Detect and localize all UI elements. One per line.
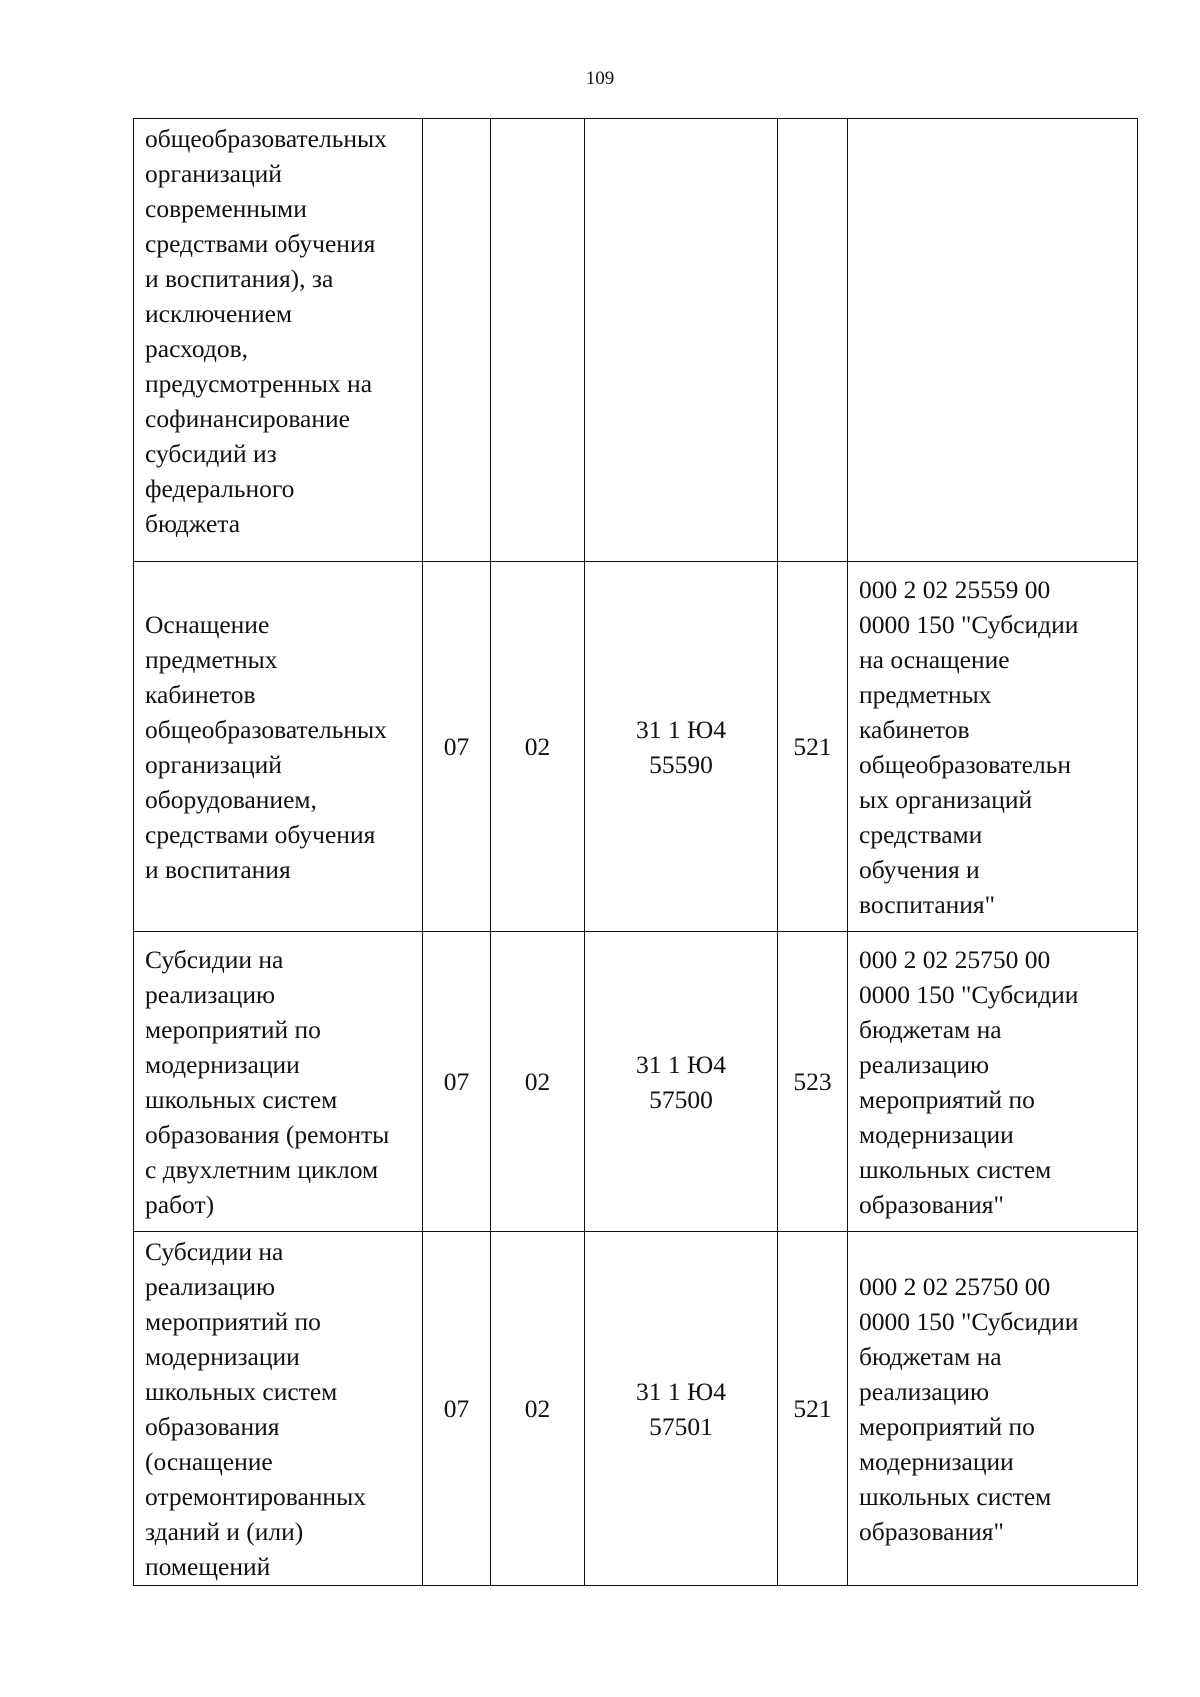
revenue-code-note-cell-line: 0000 150 "Субсидии bbox=[859, 609, 1079, 639]
expense-name-cell-line: мероприятий по bbox=[145, 1306, 321, 1336]
revenue-code-note-cell-line: мероприятий по bbox=[859, 1084, 1035, 1114]
expense-name-cell-line: предусмотренных на bbox=[145, 369, 373, 398]
section-code-cell: 07 bbox=[423, 562, 491, 932]
expense-name-cell-line: кабинетов bbox=[145, 679, 256, 709]
revenue-code-note-cell-line: школьных систем bbox=[859, 1154, 1052, 1184]
expense-name-cell-line: образования bbox=[145, 1411, 280, 1441]
expense-name-cell-line: современными bbox=[145, 194, 307, 223]
expense-name-cell-line: работ) bbox=[145, 1189, 215, 1219]
expense-type-cell: 523 bbox=[778, 932, 848, 1232]
revenue-code-note-cell-line: реализацию bbox=[859, 1376, 990, 1406]
revenue-code-note-cell-line: предметных bbox=[859, 679, 992, 709]
expense-name-cell-line: предметных bbox=[145, 644, 278, 674]
expense-name-cell-line: (оснащение bbox=[145, 1446, 273, 1476]
table-row bbox=[134, 1232, 1138, 1586]
table-body bbox=[134, 119, 1138, 1586]
expense-name-cell-line: софинансирование bbox=[145, 404, 350, 433]
target-article-cell-line: 57500 bbox=[649, 1084, 713, 1114]
expense-name-cell bbox=[134, 119, 423, 562]
expense-name-cell-line: школьных систем bbox=[145, 1084, 338, 1114]
expense-name-cell-line: реализацию bbox=[145, 979, 276, 1009]
revenue-code-note-cell-line: бюджетам на bbox=[859, 1014, 1002, 1044]
expense-name-cell-line: школьных систем bbox=[145, 1376, 338, 1406]
expense-type-cell: 521 bbox=[778, 1232, 848, 1586]
revenue-code-note-cell bbox=[848, 932, 1138, 1232]
revenue-code-note-cell-line: образования" bbox=[859, 1516, 1004, 1546]
expense-type-cell: 521 bbox=[778, 562, 848, 932]
revenue-code-note-cell-line: 0000 150 "Субсидии bbox=[859, 979, 1079, 1009]
table-row bbox=[134, 562, 1138, 932]
expense-name-cell-line: исключением bbox=[145, 299, 293, 328]
revenue-code-note-cell-line: образования" bbox=[859, 1189, 1004, 1219]
table-row bbox=[134, 932, 1138, 1232]
target-article-cell-line: 55590 bbox=[649, 749, 713, 779]
target-article-cell-line: 31 1 Ю4 bbox=[636, 1376, 726, 1406]
revenue-code-note-cell-line: 000 2 02 25750 00 bbox=[859, 1271, 1051, 1301]
expense-name-cell-line: средствами обучения bbox=[145, 819, 376, 849]
revenue-code-note-cell bbox=[848, 119, 1138, 562]
target-article-cell-line: 31 1 Ю4 bbox=[636, 1049, 726, 1079]
expense-name-cell-line: организаций bbox=[145, 749, 282, 779]
revenue-code-note-cell-line: на оснащение bbox=[859, 644, 1010, 674]
expense-name-cell bbox=[134, 932, 423, 1232]
expense-name-cell-line: отремонтированных bbox=[145, 1481, 366, 1511]
revenue-code-note-cell-line: обучения и bbox=[859, 854, 980, 884]
expense-name-cell-line: субсидий из bbox=[145, 439, 277, 468]
budget-classification-table bbox=[133, 118, 1138, 1586]
target-article-cell bbox=[585, 119, 778, 562]
expense-name-cell-line: общеобразовательных bbox=[145, 124, 387, 153]
revenue-code-note-cell-line: кабинетов bbox=[859, 714, 970, 744]
target-article-cell-line: 57501 bbox=[649, 1411, 713, 1441]
expense-name-cell-line: и воспитания), за bbox=[145, 264, 334, 293]
expense-name-cell-line: с двухлетним циклом bbox=[145, 1154, 379, 1184]
expense-name-cell-line: и воспитания bbox=[145, 854, 291, 884]
expense-name-cell-line: общеобразовательных bbox=[145, 714, 387, 744]
revenue-code-note-cell-line: школьных систем bbox=[859, 1481, 1052, 1511]
expense-name-cell-line: организаций bbox=[145, 159, 282, 188]
expense-name-cell-line: Субсидии на bbox=[145, 944, 284, 974]
revenue-code-note-cell-line: бюджетам на bbox=[859, 1341, 1002, 1371]
expense-name-cell-line: бюджета bbox=[145, 509, 241, 538]
revenue-code-note-cell-line: ых организаций bbox=[859, 784, 1033, 814]
section-code-cell bbox=[423, 119, 491, 562]
expense-name-cell bbox=[134, 1232, 423, 1586]
section-code-cell: 07 bbox=[423, 932, 491, 1232]
expense-name-cell-line: федерального bbox=[145, 474, 295, 503]
expense-name-cell-line: зданий и (или) bbox=[145, 1516, 304, 1546]
target-article-cell bbox=[585, 932, 778, 1232]
subsection-code-cell: 02 bbox=[491, 562, 585, 932]
expense-name-cell bbox=[134, 562, 423, 932]
expense-name-cell-line: мероприятий по bbox=[145, 1014, 321, 1044]
subsection-code-cell: 02 bbox=[491, 932, 585, 1232]
revenue-code-note-cell-line: реализацию bbox=[859, 1049, 990, 1079]
expense-name-cell-line: модернизации bbox=[145, 1341, 300, 1371]
expense-name-cell-line: Оснащение bbox=[145, 609, 270, 639]
revenue-code-note-cell-line: мероприятий по bbox=[859, 1411, 1035, 1441]
expense-name-cell-line: оборудованием, bbox=[145, 784, 317, 814]
revenue-code-note-cell-line: воспитания" bbox=[859, 889, 996, 919]
expense-name-cell-line: расходов, bbox=[145, 334, 248, 363]
target-article-cell-line: 31 1 Ю4 bbox=[636, 714, 726, 744]
expense-name-cell-line: Субсидии на bbox=[145, 1236, 284, 1266]
revenue-code-note-cell bbox=[848, 562, 1138, 932]
revenue-code-note-cell bbox=[848, 1232, 1138, 1586]
revenue-code-note-cell-line: 000 2 02 25559 00 bbox=[859, 574, 1051, 604]
revenue-code-note-cell-line: 0000 150 "Субсидии bbox=[859, 1306, 1079, 1336]
section-code-cell: 07 bbox=[423, 1232, 491, 1586]
revenue-code-note-cell-line: 000 2 02 25750 00 bbox=[859, 944, 1051, 974]
revenue-code-note-cell-line: модернизации bbox=[859, 1119, 1014, 1149]
subsection-code-cell bbox=[491, 119, 585, 562]
table-row bbox=[134, 119, 1138, 562]
expense-type-cell bbox=[778, 119, 848, 562]
target-article-cell bbox=[585, 1232, 778, 1586]
revenue-code-note-cell-line: общеобразовательн bbox=[859, 749, 1071, 779]
subsection-code-cell: 02 bbox=[491, 1232, 585, 1586]
expense-name-cell-line: средствами обучения bbox=[145, 229, 376, 258]
expense-name-cell-line: модернизации bbox=[145, 1049, 300, 1079]
expense-name-cell-line: образования (ремонты bbox=[145, 1119, 390, 1149]
revenue-code-note-cell-line: модернизации bbox=[859, 1446, 1014, 1476]
expense-name-cell-line: помещений bbox=[145, 1551, 271, 1581]
target-article-cell bbox=[585, 562, 778, 932]
expense-name-cell-line: реализацию bbox=[145, 1271, 276, 1301]
page-number: 109 bbox=[585, 68, 615, 89]
revenue-code-note-cell-line: средствами bbox=[859, 819, 983, 849]
